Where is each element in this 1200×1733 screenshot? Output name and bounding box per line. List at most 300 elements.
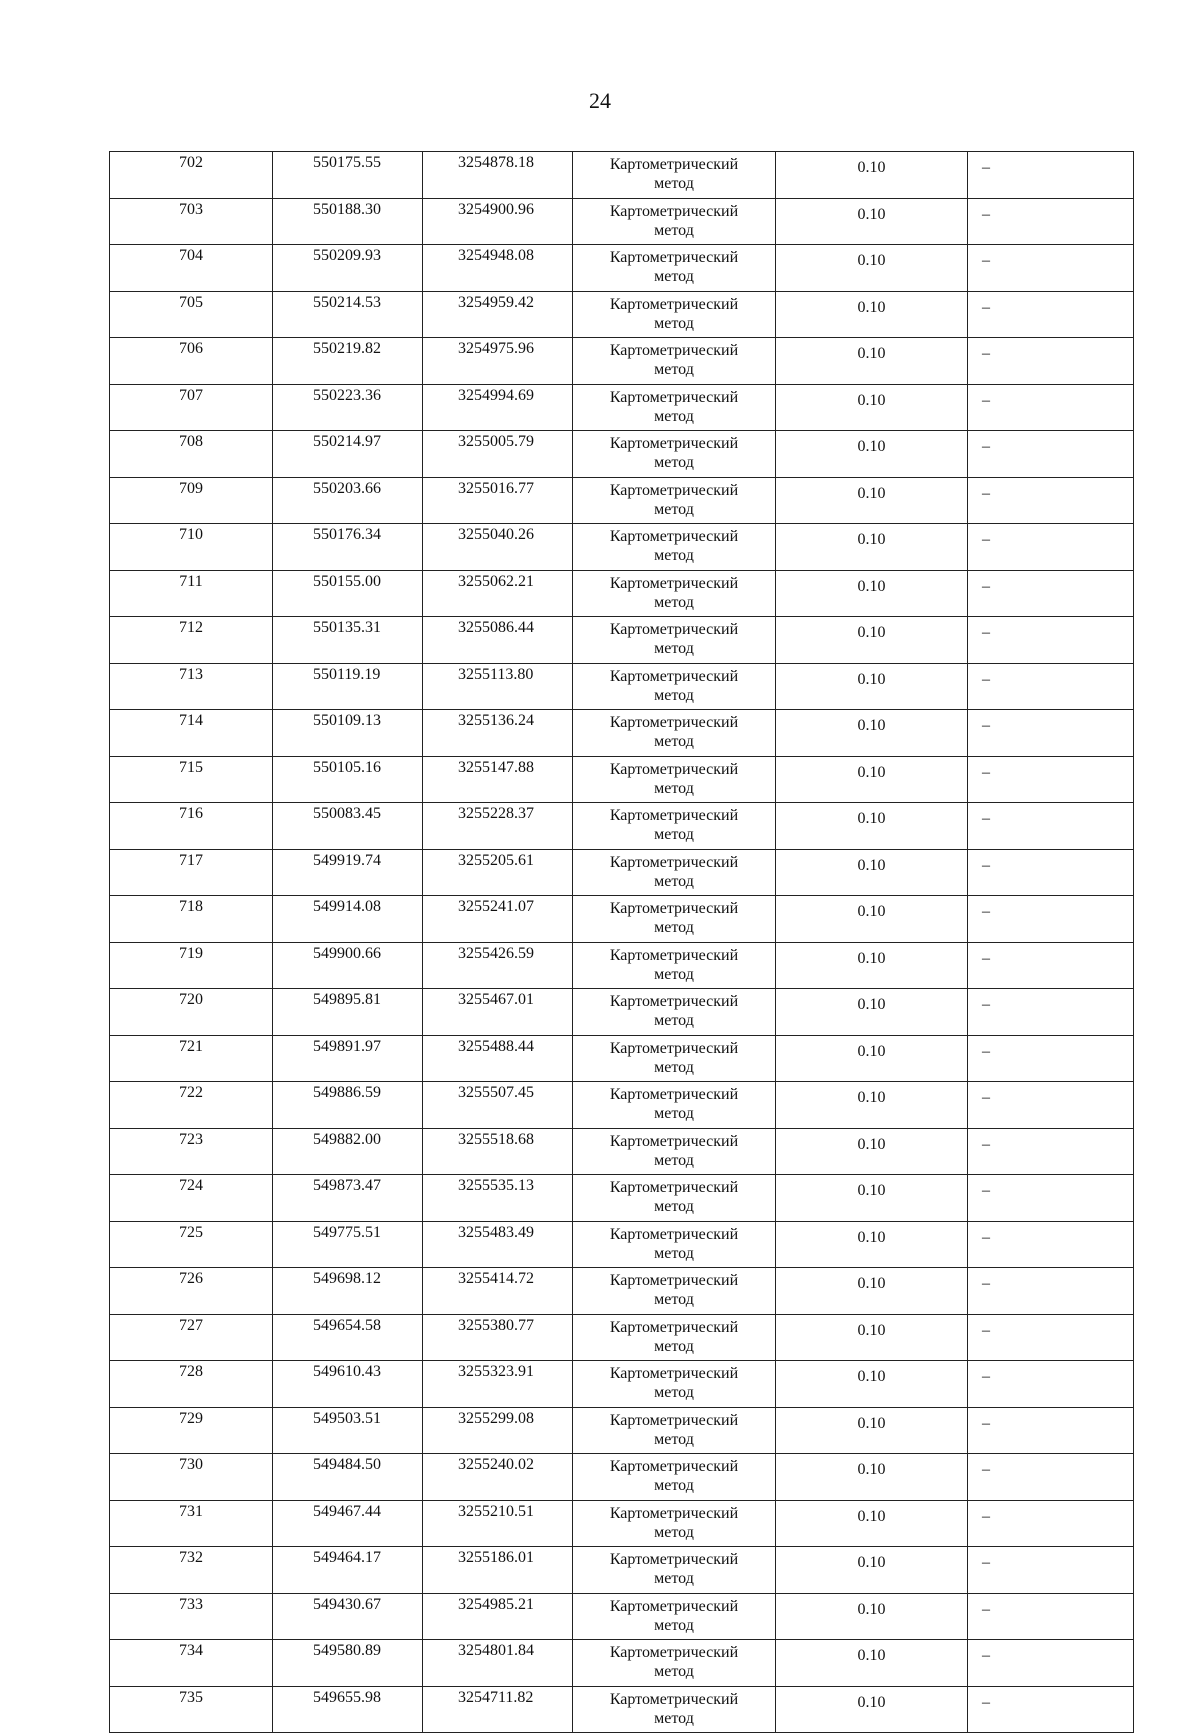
table-row <box>110 291 1134 338</box>
y-coordinate-cell: 3255062.21 <box>423 570 573 617</box>
method-line-1: Картометрический <box>609 295 739 313</box>
point-number-cell: 704 <box>110 245 273 292</box>
accuracy-cell: 0.10 <box>776 756 968 803</box>
method-cell <box>573 942 776 989</box>
note-cell: – <box>968 989 1134 1036</box>
y-coordinate-cell: 3255414.72 <box>423 1268 573 1315</box>
method-line-2: метод <box>654 826 694 843</box>
table-row <box>110 1407 1134 1454</box>
accuracy-cell: 0.10 <box>776 1268 968 1315</box>
method-line-2: метод <box>654 175 694 192</box>
y-coordinate-cell: 3255005.79 <box>423 431 573 478</box>
point-number-cell: 721 <box>110 1035 273 1082</box>
note-cell: – <box>968 896 1134 943</box>
y-coordinate-cell: 3255205.61 <box>423 849 573 896</box>
point-number-cell: 726 <box>110 1268 273 1315</box>
method-line-1: Картометрический <box>609 807 739 824</box>
accuracy-cell: 0.10 <box>776 1547 968 1594</box>
y-coordinate-cell: 3254878.18 <box>423 152 573 199</box>
method-line-1: Картометрический <box>609 1365 739 1382</box>
table-row <box>110 849 1134 896</box>
coordinates-table <box>109 151 1134 1733</box>
method-cell <box>573 1500 776 1547</box>
accuracy-cell: 0.10 <box>776 663 968 710</box>
method-line-1: Картометрический <box>609 993 739 1010</box>
x-coordinate-cell: 550188.30 <box>273 198 423 245</box>
method-line-2: метод <box>654 268 694 285</box>
note-cell: – <box>968 1361 1134 1408</box>
method-line-1: Картометрический <box>609 667 739 685</box>
method-line-2: метод <box>654 1244 694 1262</box>
point-number-cell: 720 <box>110 989 273 1036</box>
table-row <box>110 1500 1134 1547</box>
note-cell: – <box>968 1686 1134 1733</box>
method-line-2: метод <box>654 1058 694 1076</box>
method-cell <box>573 663 776 710</box>
method-line-2: метод <box>654 640 694 657</box>
method-cell <box>573 1221 776 1268</box>
table-row <box>110 477 1134 524</box>
point-number-cell: 732 <box>110 1547 273 1594</box>
y-coordinate-cell: 3255086.44 <box>423 617 573 664</box>
x-coordinate-cell: 550219.82 <box>273 338 423 385</box>
method-cell <box>573 245 776 292</box>
table-row <box>110 989 1134 1036</box>
point-number-cell: 707 <box>110 384 273 431</box>
accuracy-cell: 0.10 <box>776 1500 968 1547</box>
note-cell: – <box>968 245 1134 292</box>
method-line-2: метод <box>654 500 694 518</box>
accuracy-cell: 0.10 <box>776 849 968 896</box>
method-line-1: Картометрический <box>609 1225 739 1243</box>
method-line-1: Картометрический <box>609 1132 739 1150</box>
note-cell: – <box>968 570 1134 617</box>
table-row <box>110 1593 1134 1640</box>
accuracy-cell: 0.10 <box>776 942 968 989</box>
method-cell <box>573 1128 776 1175</box>
table-row <box>110 431 1134 478</box>
x-coordinate-cell: 549914.08 <box>273 896 423 943</box>
method-line-2: метод <box>654 314 694 332</box>
x-coordinate-cell: 549698.12 <box>273 1268 423 1315</box>
method-line-2: метод <box>654 1523 694 1541</box>
note-cell: – <box>968 1640 1134 1687</box>
point-number-cell: 705 <box>110 291 273 338</box>
x-coordinate-cell: 550209.93 <box>273 245 423 292</box>
method-cell <box>573 803 776 850</box>
y-coordinate-cell: 3255299.08 <box>423 1407 573 1454</box>
method-line-2: метод <box>654 1105 694 1122</box>
method-line-2: метод <box>654 407 694 425</box>
method-line-1: Картометрический <box>609 1318 739 1336</box>
y-coordinate-cell: 3255518.68 <box>423 1128 573 1175</box>
x-coordinate-cell: 549610.43 <box>273 1361 423 1408</box>
note-cell: – <box>968 524 1134 571</box>
point-number-cell: 725 <box>110 1221 273 1268</box>
accuracy-cell: 0.10 <box>776 477 968 524</box>
table-row <box>110 1547 1134 1594</box>
method-line-1: Картометрический <box>609 202 739 220</box>
x-coordinate-cell: 550135.31 <box>273 617 423 664</box>
point-number-cell: 708 <box>110 431 273 478</box>
accuracy-cell: 0.10 <box>776 1221 968 1268</box>
accuracy-cell: 0.10 <box>776 198 968 245</box>
y-coordinate-cell: 3254985.21 <box>423 1593 573 1640</box>
point-number-cell: 702 <box>110 152 273 199</box>
method-cell <box>573 1035 776 1082</box>
method-line-1: Картометрический <box>609 249 739 266</box>
x-coordinate-cell: 550083.45 <box>273 803 423 850</box>
y-coordinate-cell: 3255467.01 <box>423 989 573 1036</box>
table-row <box>110 803 1134 850</box>
x-coordinate-cell: 550203.66 <box>273 477 423 524</box>
point-number-cell: 712 <box>110 617 273 664</box>
y-coordinate-cell: 3255147.88 <box>423 756 573 803</box>
note-cell: – <box>968 338 1134 385</box>
accuracy-cell: 0.10 <box>776 152 968 199</box>
point-number-cell: 709 <box>110 477 273 524</box>
y-coordinate-cell: 3255483.49 <box>423 1221 573 1268</box>
method-line-1: Картометрический <box>609 1504 739 1522</box>
accuracy-cell: 0.10 <box>776 1175 968 1222</box>
y-coordinate-cell: 3255228.37 <box>423 803 573 850</box>
note-cell: – <box>968 1035 1134 1082</box>
method-line-2: метод <box>654 1570 694 1587</box>
y-coordinate-cell: 3254900.96 <box>423 198 573 245</box>
method-line-2: метод <box>654 454 694 471</box>
table-row <box>110 663 1134 710</box>
y-coordinate-cell: 3254975.96 <box>423 338 573 385</box>
method-cell <box>573 1082 776 1129</box>
x-coordinate-cell: 549873.47 <box>273 1175 423 1222</box>
note-cell: – <box>968 710 1134 757</box>
method-cell <box>573 756 776 803</box>
y-coordinate-cell: 3254994.69 <box>423 384 573 431</box>
method-cell <box>573 1454 776 1501</box>
y-coordinate-cell: 3255241.07 <box>423 896 573 943</box>
method-line-2: метод <box>654 221 694 239</box>
note-cell: – <box>968 1407 1134 1454</box>
table-row <box>110 1686 1134 1733</box>
point-number-cell: 731 <box>110 1500 273 1547</box>
method-line-2: метод <box>654 547 694 564</box>
accuracy-cell: 0.10 <box>776 1361 968 1408</box>
method-line-1: Картометрический <box>609 388 739 406</box>
note-cell: – <box>968 1268 1134 1315</box>
method-line-2: метод <box>654 1198 694 1215</box>
note-cell: – <box>968 152 1134 199</box>
accuracy-cell: 0.10 <box>776 291 968 338</box>
table-row <box>110 384 1134 431</box>
method-line-2: метод <box>654 965 694 983</box>
method-line-1: Картометрический <box>609 1272 739 1289</box>
point-number-cell: 734 <box>110 1640 273 1687</box>
point-number-cell: 710 <box>110 524 273 571</box>
x-coordinate-cell: 550214.53 <box>273 291 423 338</box>
note-cell: – <box>968 1454 1134 1501</box>
x-coordinate-cell: 550176.34 <box>273 524 423 571</box>
note-cell: – <box>968 617 1134 664</box>
method-cell <box>573 524 776 571</box>
method-line-1: Картометрический <box>609 435 739 452</box>
accuracy-cell: 0.10 <box>776 803 968 850</box>
y-coordinate-cell: 3255113.80 <box>423 663 573 710</box>
point-number-cell: 733 <box>110 1593 273 1640</box>
point-number-cell: 717 <box>110 849 273 896</box>
table-row <box>110 1175 1134 1222</box>
table-row <box>110 1082 1134 1129</box>
table-row <box>110 338 1134 385</box>
accuracy-cell: 0.10 <box>776 617 968 664</box>
method-line-1: Картометрический <box>609 342 739 359</box>
table-row <box>110 942 1134 989</box>
x-coordinate-cell: 549654.58 <box>273 1314 423 1361</box>
table-row <box>110 1128 1134 1175</box>
note-cell: – <box>968 291 1134 338</box>
method-cell <box>573 989 776 1036</box>
method-line-1: Картометрический <box>609 621 739 638</box>
method-line-1: Картометрический <box>609 853 739 871</box>
note-cell: – <box>968 942 1134 989</box>
method-cell <box>573 1361 776 1408</box>
method-cell <box>573 1593 776 1640</box>
note-cell: – <box>968 803 1134 850</box>
x-coordinate-cell: 549900.66 <box>273 942 423 989</box>
accuracy-cell: 0.10 <box>776 570 968 617</box>
y-coordinate-cell: 3254801.84 <box>423 1640 573 1687</box>
method-cell <box>573 477 776 524</box>
accuracy-cell: 0.10 <box>776 896 968 943</box>
note-cell: – <box>968 756 1134 803</box>
method-line-1: Картометрический <box>609 1551 739 1568</box>
method-line-1: Картометрический <box>609 1690 739 1708</box>
x-coordinate-cell: 549895.81 <box>273 989 423 1036</box>
x-coordinate-cell: 549484.50 <box>273 1454 423 1501</box>
table-row <box>110 570 1134 617</box>
x-coordinate-cell: 549775.51 <box>273 1221 423 1268</box>
x-coordinate-cell: 550223.36 <box>273 384 423 431</box>
method-line-1: Картометрический <box>609 481 739 499</box>
accuracy-cell: 0.10 <box>776 338 968 385</box>
y-coordinate-cell: 3255323.91 <box>423 1361 573 1408</box>
method-cell <box>573 1640 776 1687</box>
accuracy-cell: 0.10 <box>776 524 968 571</box>
method-line-2: метод <box>654 1663 694 1680</box>
method-cell <box>573 1686 776 1733</box>
method-line-1: Картометрический <box>609 156 739 173</box>
x-coordinate-cell: 550214.97 <box>273 431 423 478</box>
accuracy-cell: 0.10 <box>776 1035 968 1082</box>
accuracy-cell: 0.10 <box>776 1128 968 1175</box>
method-line-2: метод <box>654 1337 694 1355</box>
y-coordinate-cell: 3254959.42 <box>423 291 573 338</box>
method-line-2: метод <box>654 919 694 936</box>
note-cell: – <box>968 1175 1134 1222</box>
point-number-cell: 719 <box>110 942 273 989</box>
accuracy-cell: 0.10 <box>776 245 968 292</box>
y-coordinate-cell: 3254948.08 <box>423 245 573 292</box>
method-cell <box>573 1175 776 1222</box>
table-row <box>110 1035 1134 1082</box>
point-number-cell: 724 <box>110 1175 273 1222</box>
method-cell <box>573 1314 776 1361</box>
table-row <box>110 1454 1134 1501</box>
x-coordinate-cell: 550109.13 <box>273 710 423 757</box>
table-row <box>110 756 1134 803</box>
accuracy-cell: 0.10 <box>776 1082 968 1129</box>
x-coordinate-cell: 549886.59 <box>273 1082 423 1129</box>
method-line-1: Картометрический <box>609 1458 739 1475</box>
method-line-2: метод <box>654 1384 694 1401</box>
accuracy-cell: 0.10 <box>776 1314 968 1361</box>
accuracy-cell: 0.10 <box>776 1407 968 1454</box>
table-row <box>110 1314 1134 1361</box>
x-coordinate-cell: 550155.00 <box>273 570 423 617</box>
accuracy-cell: 0.10 <box>776 1640 968 1687</box>
note-cell: – <box>968 1082 1134 1129</box>
point-number-cell: 703 <box>110 198 273 245</box>
method-cell <box>573 617 776 664</box>
table-body <box>110 152 1134 1733</box>
y-coordinate-cell: 3255380.77 <box>423 1314 573 1361</box>
method-cell <box>573 710 776 757</box>
method-line-1: Картометрический <box>609 574 739 592</box>
point-number-cell: 728 <box>110 1361 273 1408</box>
method-line-1: Картометрический <box>609 1644 739 1661</box>
method-line-2: метод <box>654 593 694 611</box>
method-line-2: метод <box>654 1709 694 1727</box>
method-line-1: Картометрический <box>609 714 739 731</box>
note-cell: – <box>968 477 1134 524</box>
note-cell: – <box>968 1593 1134 1640</box>
method-line-2: метод <box>654 686 694 704</box>
method-line-2: метод <box>654 1012 694 1029</box>
x-coordinate-cell: 550175.55 <box>273 152 423 199</box>
y-coordinate-cell: 3255240.02 <box>423 1454 573 1501</box>
coordinates-table-container <box>109 151 1133 1733</box>
table-row <box>110 1268 1134 1315</box>
method-cell <box>573 570 776 617</box>
note-cell: – <box>968 1314 1134 1361</box>
note-cell: – <box>968 1500 1134 1547</box>
x-coordinate-cell: 549430.67 <box>273 1593 423 1640</box>
x-coordinate-cell: 549464.17 <box>273 1547 423 1594</box>
table-row <box>110 245 1134 292</box>
accuracy-cell: 0.10 <box>776 989 968 1036</box>
method-line-1: Картометрический <box>609 946 739 964</box>
y-coordinate-cell: 3255016.77 <box>423 477 573 524</box>
note-cell: – <box>968 384 1134 431</box>
y-coordinate-cell: 3255210.51 <box>423 1500 573 1547</box>
table-row <box>110 1221 1134 1268</box>
accuracy-cell: 0.10 <box>776 1454 968 1501</box>
accuracy-cell: 0.10 <box>776 710 968 757</box>
note-cell: – <box>968 198 1134 245</box>
method-cell <box>573 384 776 431</box>
point-number-cell: 718 <box>110 896 273 943</box>
note-cell: – <box>968 663 1134 710</box>
method-cell <box>573 1268 776 1315</box>
method-line-1: Картометрический <box>609 1039 739 1057</box>
accuracy-cell: 0.10 <box>776 431 968 478</box>
point-number-cell: 715 <box>110 756 273 803</box>
note-cell: – <box>968 1547 1134 1594</box>
accuracy-cell: 0.10 <box>776 384 968 431</box>
y-coordinate-cell: 3255040.26 <box>423 524 573 571</box>
method-cell <box>573 338 776 385</box>
x-coordinate-cell: 549919.74 <box>273 849 423 896</box>
method-line-1: Картометрический <box>609 1179 739 1196</box>
accuracy-cell: 0.10 <box>776 1686 968 1733</box>
y-coordinate-cell: 3255535.13 <box>423 1175 573 1222</box>
table-row <box>110 710 1134 757</box>
x-coordinate-cell: 549882.00 <box>273 1128 423 1175</box>
method-line-1: Картометрический <box>609 1597 739 1615</box>
method-cell <box>573 198 776 245</box>
note-cell: – <box>968 1128 1134 1175</box>
method-line-1: Картометрический <box>609 1086 739 1103</box>
point-number-cell: 735 <box>110 1686 273 1733</box>
note-cell: – <box>968 1221 1134 1268</box>
x-coordinate-cell: 549580.89 <box>273 1640 423 1687</box>
accuracy-cell: 0.10 <box>776 1593 968 1640</box>
point-number-cell: 706 <box>110 338 273 385</box>
point-number-cell: 723 <box>110 1128 273 1175</box>
method-line-2: метод <box>654 872 694 890</box>
method-line-1: Картометрический <box>609 900 739 917</box>
method-line-2: метод <box>654 779 694 797</box>
x-coordinate-cell: 550105.16 <box>273 756 423 803</box>
point-number-cell: 730 <box>110 1454 273 1501</box>
y-coordinate-cell: 3255186.01 <box>423 1547 573 1594</box>
point-number-cell: 722 <box>110 1082 273 1129</box>
x-coordinate-cell: 549503.51 <box>273 1407 423 1454</box>
table-row <box>110 896 1134 943</box>
table-row <box>110 152 1134 199</box>
method-cell <box>573 1547 776 1594</box>
point-number-cell: 727 <box>110 1314 273 1361</box>
method-line-2: метод <box>654 1477 694 1494</box>
x-coordinate-cell: 549467.44 <box>273 1500 423 1547</box>
x-coordinate-cell: 550119.19 <box>273 663 423 710</box>
page-number: 24 <box>589 88 611 113</box>
method-line-2: метод <box>654 1616 694 1634</box>
method-line-2: метод <box>654 1151 694 1169</box>
x-coordinate-cell: 549891.97 <box>273 1035 423 1082</box>
method-cell <box>573 291 776 338</box>
y-coordinate-cell: 3255488.44 <box>423 1035 573 1082</box>
point-number-cell: 713 <box>110 663 273 710</box>
table-row <box>110 1640 1134 1687</box>
point-number-cell: 716 <box>110 803 273 850</box>
table-row <box>110 198 1134 245</box>
note-cell: – <box>968 849 1134 896</box>
y-coordinate-cell: 3255507.45 <box>423 1082 573 1129</box>
method-line-1: Картометрический <box>609 528 739 545</box>
method-line-2: метод <box>654 1430 694 1448</box>
method-line-2: метод <box>654 361 694 378</box>
method-cell <box>573 1407 776 1454</box>
x-coordinate-cell: 549655.98 <box>273 1686 423 1733</box>
method-line-1: Картометрический <box>609 760 739 778</box>
method-line-2: метод <box>654 733 694 750</box>
y-coordinate-cell: 3254711.82 <box>423 1686 573 1733</box>
method-cell <box>573 431 776 478</box>
table-row <box>110 524 1134 571</box>
method-cell <box>573 896 776 943</box>
point-number-cell: 714 <box>110 710 273 757</box>
point-number-cell: 729 <box>110 1407 273 1454</box>
